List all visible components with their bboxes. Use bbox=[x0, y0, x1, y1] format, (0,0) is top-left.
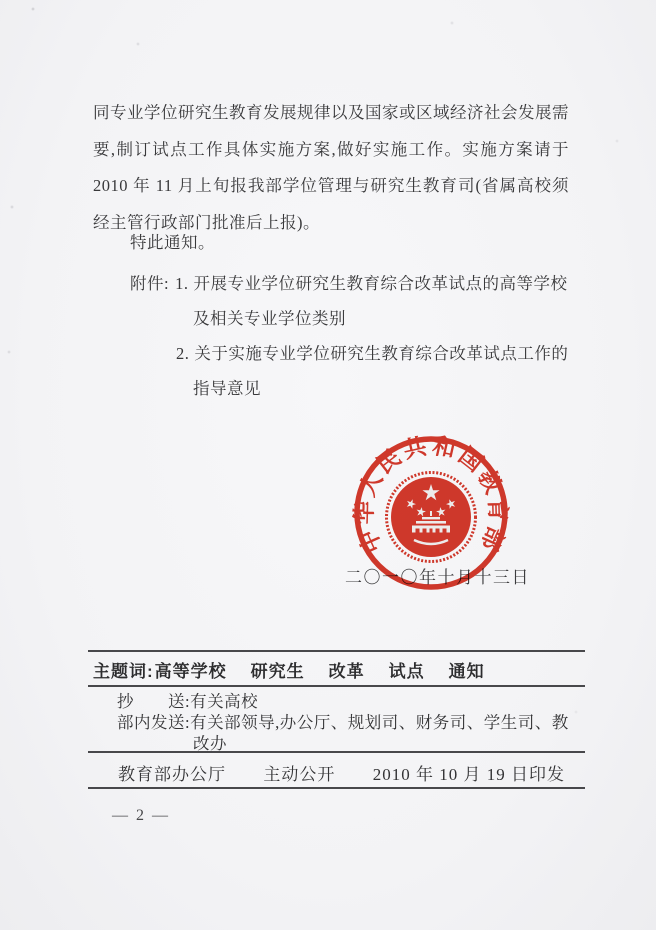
divider bbox=[88, 787, 585, 789]
paragraph-line: 2010 年 11 月上旬报我部学位管理与研究生教育司(省属高校须 bbox=[93, 176, 569, 196]
attachments-label: 附件: bbox=[130, 274, 170, 293]
distribution-block bbox=[93, 691, 582, 754]
attachment-item-1 bbox=[93, 266, 583, 301]
keyword: 高等学校 bbox=[154, 662, 227, 681]
internal-distribution-line: 部内发送:有关部领导,办公厅、规划司、财务司、学生司、教改办 bbox=[117, 713, 569, 753]
issuing-office: 教育部办公厅 bbox=[118, 764, 226, 784]
attachment-title-continuation: 及相关专业学位类别 bbox=[193, 309, 346, 328]
official-seal bbox=[352, 434, 510, 592]
keyword: 研究生 bbox=[250, 662, 305, 681]
attachment-item-2 bbox=[93, 336, 583, 371]
attachments-list bbox=[93, 266, 583, 406]
national-emblem-icon bbox=[387, 473, 476, 562]
paragraph-line: 要,制订试点工作具体实施方案,做好实施工作。实施方案请于 bbox=[93, 139, 569, 159]
attachment-number: 2. bbox=[176, 344, 190, 363]
cc-line: 抄 送:有关高校 bbox=[117, 692, 259, 711]
keyword: 改革 bbox=[328, 662, 365, 681]
issue-date: 二〇一〇年十月十三日 bbox=[345, 568, 530, 587]
divider bbox=[88, 650, 585, 652]
paragraph-line: 同专业学位研究生教育发展规律以及国家或区域经济社会发展需 bbox=[93, 103, 569, 122]
keyword: 试点 bbox=[388, 662, 425, 681]
print-info-row bbox=[88, 757, 585, 787]
attachment-title-continuation: 指导意见 bbox=[193, 379, 261, 398]
keyword: 通知 bbox=[448, 662, 485, 681]
print-date: 2010 年 10 月 19 日印发 bbox=[372, 764, 565, 784]
seal-text: 中华人民共和国教育部 bbox=[352, 434, 510, 557]
divider bbox=[88, 685, 585, 687]
attachment-number: 1. bbox=[175, 274, 189, 293]
notice-closing-line: 特此通知。 bbox=[130, 233, 215, 252]
attachment-title: 开展专业学位研究生教育综合改革试点的高等学校 bbox=[193, 274, 568, 293]
keywords-label: 主题词: bbox=[93, 662, 154, 681]
attachment-title: 关于实施专业学位研究生教育综合改革试点工作的 bbox=[194, 344, 569, 363]
paragraph-line: 经主管行政部门批准后上报)。 bbox=[93, 212, 320, 232]
subject-keywords-row bbox=[93, 657, 585, 682]
disclosure-type: 主动公开 bbox=[263, 764, 336, 784]
page-number: — 2 — bbox=[112, 807, 170, 824]
body-paragraph bbox=[93, 95, 569, 241]
